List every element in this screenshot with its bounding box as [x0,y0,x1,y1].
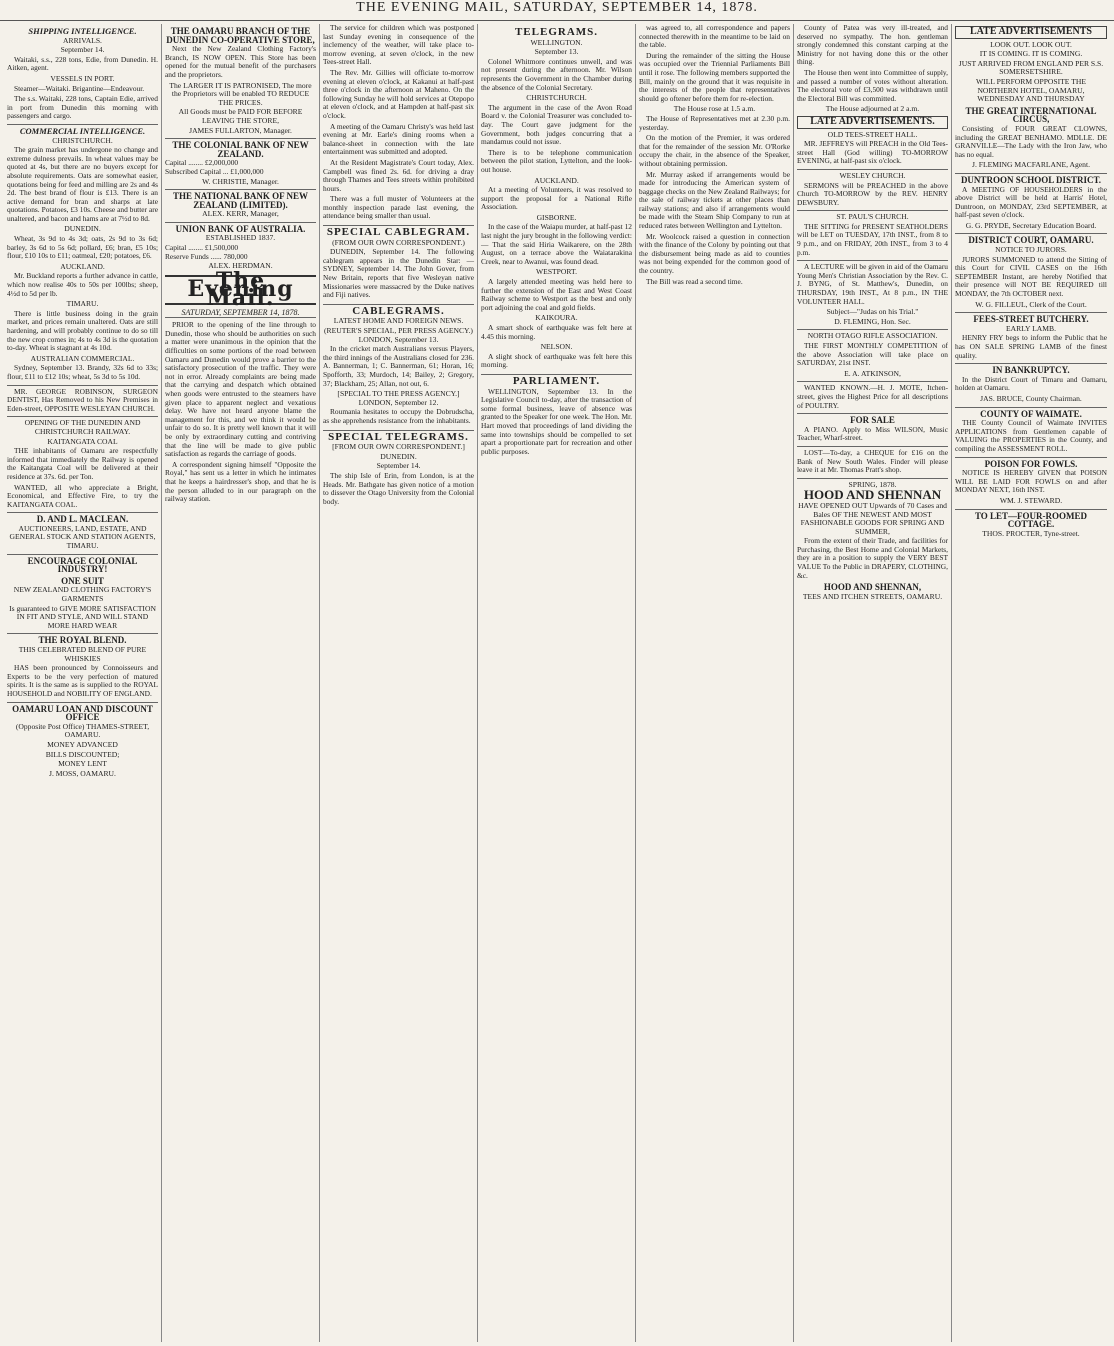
encourage-heading: ENCOURAGE COLONIAL INDUSTRY! [7,554,158,574]
st-paul-heading: ST. PAUL'S CHURCH. [797,210,948,222]
loan-office-sub: (Opposite Post Office) THAMES-STREET, OAMARU. [15,721,150,740]
shipping-heading: SHIPPING INTELLIGENCE. [28,26,137,36]
column-3 [320,24,478,1342]
auckland-text: Mr. Buckland reports a further advance in cattle, which now realise 40s to 50s per 100lbs; sheep, 4½d to 5d per lb. [7,271,158,298]
auckland-heading: AUCKLAND. [60,261,105,271]
gillies-notice: The Rev. Mr. Gillies will officiate to-morrow evening at eleven o'clock, at Kakanui at half-past three o'clock in the afternoon at Maheno. On the following Sunday he will hold services at Otepopo at eleven o'clock, and at Hampden at half-past six o'clock. [323,67,474,120]
waimate-heading: COUNTY OF WAIMATE. [955,407,1107,419]
coop-heading: THE OAMARU BRANCH OF THE DUNEDIN CO-OPERATIVE STORE, [166,26,315,45]
masthead: THE EVENING MAIL, SATURDAY, SEPTEMBER 14, 1878. [0,0,1114,21]
column-2 [162,24,320,1342]
atkinson-signature: E. A. ATKINSON, [844,368,901,378]
money-advanced: MONEY ADVANCED [47,739,118,749]
loan-office-heading: OAMARU LOAN AND DISCOUNT OFFICE [7,702,158,722]
hood-heading: HOOD AND SHENNAN [803,487,942,503]
arrivals-date: September 14. [60,45,105,55]
for-sale-heading: FOR SALE [797,413,948,425]
auckland-tel-text: At a meeting of Volunteers, it was resolved to support the proposal for a National Rifle Association. [481,185,632,212]
money-lent: MONEY LENT [58,759,107,769]
will-perform: WILL PERFORM OPPOSITE THE NORTHERN HOTEL, OAMARU, WEDNESDAY AND THURSDAY [976,76,1086,104]
coal-heading: KAITANGATA COAL [47,436,118,446]
special-telegrams-date: September 14. [376,461,421,471]
column-4 [478,24,636,1342]
christchurch-tel-heading: CHRISTCHURCH. [526,93,587,103]
bruce-signature: JAS. BRUCE, County Chairman. [980,393,1082,403]
poison-heading: POISON FOR FOWLS. [955,457,1107,469]
parliament-cont-6: Mr. Murray asked if arrangements would be made for introducing the American system of baggage checks on the New Zealand Railways; for the sale of railway tickets at other places than railway stations; and also if arrangements would be made with the Steam Ship Company to run at reduced rates between Wellington and Lyttelton. [639,169,790,231]
rifle-heading: NORTH OTAGO RIFLE ASSOCIATION. [797,329,948,341]
shipping-note: The s.s. Waitaki, 228 tons, Captain Edie, arrived in port from Dunedin this morning with passengers and cargo. [7,94,158,121]
timaru-text: There is little business doing in the grain market, and prices remain unaltered. Oats are still hardening, and will probably continue to do so till the new crop comes in; 4s to 4s 3d is the quotation to-day. Wheat is stagnant at 4s 10d. [7,308,158,353]
bankruptcy-heading: IN BANKRUPTCY. [955,363,1107,375]
paid-before-leaving: All Goods must be PAID FOR BEFORE LEAVING THE STORE, [178,107,303,125]
kaikoura-heading: KAIKOURA. [535,313,578,323]
duntroon-text: A MEETING OF HOUSEHOLDERS in the above District will be held at Harris' Hotel, Duntroon, on MONDAY, 23rd SEPTEMBER, at half-past seven o'clock. [955,184,1107,220]
fullarton-signature: JAMES FULLARTON, Manager. [189,125,292,135]
robinson-ad: MR. GEORGE ROBINSON, SURGEON DENTIST, Has Removed to his New Premises in Eden-street, OPPOSITE WESLEYAN CHURCH. [7,386,158,413]
special-telegrams-sub: [FROM OUR OWN CORRESPONDENT.] [332,442,465,452]
latest-sub: (REUTER'S SPECIAL, PER PRESS AGENCY.) LONDON, September 13. [324,326,473,344]
sermons-ad: SERMONS will be PREACHED in the above Church TO-MORROW by the REV. HENRY DEWSBURY. [797,180,948,207]
christie-signature: W. CHRISTIE, Manager. [202,176,279,186]
house-rose: The House rose at 1.5 a.m. [673,104,756,114]
jurors-text: JURORS SUMMONED to attend the Sitting of this Court for CIVIL CASES on the 16th SEPTEMBER Instant, are hereby Notified that their presence will NOT BE REQUIRED till MONDAY, the 7th OCTOBER next. [955,254,1107,299]
one-suit: ONE SUIT [61,575,104,586]
district-court-heading: DISTRICT COURT, OAMARU. [955,233,1107,245]
circus-text: Consisting of FOUR GREAT CLOWNS, including the GREAT BENHAMO. MDLLE. DE GRANVILLE—The Lady with the Iron Jaw, who has no equal. [955,123,1107,159]
westport-text: A largely attended meeting was held here to further the extension of the East and West Coast Railway scheme to Westport as the best and only port adjoining the coal and gold fields. [481,277,632,312]
steward-signature: WM. J. STEWARD. [999,495,1063,505]
parliament-cont-9: County of Patea was very ill-treated, and deserved no sympathy. The hon. gentleman strongly condemned this constant carping at the Ministry for not having done this or the other thing. [797,24,948,67]
westport-heading: WESTPORT. [536,267,577,277]
spring-heading: SPRING, 1878. [797,478,948,490]
procter-signature: THOS. PROCTER, Tyne-street. [982,528,1080,538]
correspondent-text: A correspondent signing himself "Opposite the Royal," has sent us a letter in which he intimates that he keeps a hairdresser's shop, and that he is the person alluded to in our paragraph on the railway station. [165,459,316,504]
vessels-heading: VESSELS IN PORT. [50,73,115,83]
christchurch-heading: CHRISTCHURCH. [52,135,113,145]
cablegrams-heading: CABLEGRAMS. [323,304,474,316]
special-cablegram-sub: (FROM OUR OWN CORRESPONDENT.) [332,237,465,247]
for-sale-text: A PIANO. Apply to Miss WILSON, Music Teacher, Wharf-street. [797,424,948,443]
parliament-cont-5: On the motion of the Premier, it was ordered that for the remainder of the session Mr. O'Rorke occupy the chair, in the absence of the Speaker, without obtaining permission. [639,133,790,168]
telegrams-heading: TELEGRAMS. [514,26,599,38]
volunteers-notice: There was a full muster of Volunteers at the monthly inspection parade last evening, the attendance being smaller than usual. [323,194,474,221]
parliament-cont-4: The House of Representatives met at 2.30 p.m. yesterday. [639,113,790,132]
special-telegrams-place: DUNEDIN. [380,451,417,461]
newspaper-title: The Evening Mail. [165,275,316,305]
nz-factory: NEW ZEALAND CLOTHING FACTORY'S GARMENTS [13,585,152,604]
fees-butchery-heading: FEES-STREET BUTCHERY. [955,312,1107,324]
union-established: ESTABLISHED 1837. [205,233,276,243]
celebrated-blend: THIS CELEBRATED BLEND OF PURE WHISKIES [18,645,147,663]
column-7 [952,24,1110,1342]
national-bank-heading: THE NATIONAL BANK OF NEW ZEALAND (LIMITED). [165,189,316,209]
jeffreys-ad: MR. JEFFREYS will PREACH in the Old Tees-street Hall (God willing) TO-MORROW EVENING, at half-past six o'clock. [797,139,948,166]
hood-signature: HOOD AND SHENNAN, [823,582,922,593]
wellington-heading: WELLINGTON. [530,37,583,47]
coal-ad: THE inhabitants of Oamaru are respectfully informed that immediately the Railway is opened the Kaitangata Coal will be delivered at their residence at 37s. 6d. per Ton. [7,446,158,481]
special-cablegram-heading: SPECIAL CABLEGRAM. [323,225,474,237]
nelson-heading: NELSON. [540,342,573,352]
special-cablegram-text: DUNEDIN, September 14. The following cablegram appears in the Dunedin Star: — SYDNEY, September 14. The John Gover, from New Britain, reports that five Wesleyan native Missionaries were massacred by the Duke natives and Fiji natives. [323,247,474,300]
australian-commercial-text: Sydney, September 13. Brandy, 32s 6d to 33s; flour, £11 to £12 10s; wheat, 5s 3d to 5s 10d. [7,363,158,381]
it-is-coming: IT IS COMING. IT IS COMING. [979,49,1083,59]
column-6 [794,24,952,1342]
colonial-bank-heading: THE COLONIAL BANK OF NEW ZEALAND. [165,138,316,158]
christchurch-tel-text-2: There is to be telephone communication between the pilot station, Lyttelton, and the look-out house. [481,147,632,174]
lost-ad: LOST—To-day, a CHEQUE for £16 on the Bank of New South Wales. Finder will please leave it at Mr. Thomas Pratt's shop. [797,447,948,475]
colonial-subscribed: Subscribed Capital ... £1,000,000 [165,166,264,176]
fry-ad: HENRY FRY begs to inform the Public that he has ON SALE SPRING LAMB of the finest quality. [955,333,1107,360]
parliament-cont-1: was agreed to, all correspondence and papers connected therewith in the meantime to be laid on the table. [639,24,790,50]
dunedin-text: Wheat, 3s 9d to 4s 3d; oats, 2s 9d to 3s 6d; barley, 3s 6d to 5s 6d; pollard, £6; bran, £5 10s; flour, £10 10s to £11; oatmeal, £20; potatoes, £6. [7,234,158,261]
timaru-heading: TIMARU. [66,299,99,309]
lecture-subject: Subject—"Judas on his Trial." [826,307,919,317]
st-paul-ad: THE SITTING for PRESENT SEATHOLDERS will be LET on TUESDAY, 17th INST., from 8 to 9 p.m., and on FRIDAY, 20th INST., from 3 to 4 p.m. [797,221,948,257]
hood-text: From the extent of their Trade, and facilities for Purchasing, the Best Home and Colonial Markets, they are in a position to supply the VERY BEST VALUE To the Public in DRAPERY, CLOTHING, &c. [797,536,948,580]
kaikoura-text: A smart shock of earthquake was felt here at 4.45 this morning. [481,323,632,341]
royal-blend-heading: THE ROYAL BLEND. [7,633,158,645]
look-out: LOOK OUT. LOOK OUT. [990,39,1072,49]
bills-discounted: BILLS DISCOUNTED; [45,749,120,759]
railway-ad: OPENING OF THE DUNEDIN AND CHRISTCHURCH RAILWAY. [7,416,158,436]
arrivals-text: Waitaki, s.s., 228 tons, Edie, from Dunedin. H. Aitken, agent. [7,54,158,73]
dunedin-heading: DUNEDIN. [64,224,101,234]
parliament-cont-2: During the remainder of the sitting the House was occupied over the Triennial Parliaments Bill until it rose. The following members supported the Bill, mainly on the ground that it was requisite in the interests of the people that representatives should go oftener before them for re-election. [639,50,790,103]
gisborne-heading: GISBORNE. [536,212,577,222]
notice-to-jurors: NOTICE TO JURORS. [995,245,1067,255]
circus-heading: THE GREAT INTERNATIONAL CIRCUS, [965,105,1097,125]
fleming-signature: D. FLEMING, Hon. Sec. [834,316,911,326]
vessels-text: Steamer—Waitaki. Brigantine—Endeavour. [14,83,145,93]
herdman-signature: ALEX. HERDMAN. [208,261,273,271]
filleul-signature: W. G. FILLEUL, Clerk of the Court. [975,299,1087,309]
parliament-cont-10: The House then went into Committee of supply, and passed a number of votes without alteration. The electoral vote of £3,500 was withdrawn until the Electoral Bill was committed. [797,67,948,103]
macfarlane-signature: J. FLEMING MACFARLANE, Agent. [972,160,1090,170]
union-capital: Capital ........ £1,500,000 [165,243,239,253]
editorial-dateline: SATURDAY, SEPTEMBER 14, 1878. [165,309,316,319]
late-advertisements-heading: LATE ADVERTISEMENTS. [797,116,948,129]
christchurch-tel-text: The argument in the case of the Avon Road Board v. the Colonial Treasurer was concluded to-day. The Court gave judgment for the Government, both judges concurring that a mandamus could not issue. [481,102,632,147]
larger-patronised: The LARGER IT IS PATRONISED, The more the Proprietors will be enabled TO REDUCE THE PRICES. [169,80,312,107]
house-adjourned: The House adjourned at 2 a.m. [825,104,920,114]
maclean-sub: AUCTIONEERS, LAND, ESTATE, AND GENERAL STOCK AND STATION AGENTS, TIMARU. [9,523,156,551]
press-agency-sub: [SPECIAL TO THE PRESS AGENCY.] LONDON, September 12. [337,389,460,407]
moss-signature: J. MOSS, OAMARU. [49,768,116,778]
christys-notice: A meeting of the Oamaru Christy's was held last evening at Mr. Earle's dining rooms when a balance-sheet in connection with the late entertainment was submitted and adopted. [323,121,474,157]
bankruptcy-text: In the District Court of Timaru and Oamaru, holden at Oamaru. [955,374,1107,393]
parliament-cont-8: The Bill was read a second time. [646,276,743,286]
coop-text: Next the New Zealand Clothing Factory's Branch, IS NOW OPEN. This Store has been opened for the mutual benefit of the purchasers and the proprietors. [165,44,316,79]
editorial-text: PRIOR to the opening of the line through to Dunedin, those who should be authorities on such a matter were unanimous in the opinion that the difficulties on some portions of the road between Oamaru and Dunedin would prove a barrier to the satisfactory prosecution of the traffic. They were not in error. Already complaints are being made that the carrying and despatch which obtained when goods were entrusted to the steamers have given place to apparent neglect and vexatious delay. We have not heard anyone blame the management for this, and we think it would be unfair to do so. It is pretty well known that it will be only by extraordinary cutting and contriving that the line will be made to give public satisfaction as regards the carriage of goods. [165,320,316,459]
wanted-coal-ad: WANTED, all who appreciate a Bright, Economical, and Effective Fire, to try the KAITANGATA COAL. [7,482,158,509]
gisborne-text: In the case of the Waiapu murder, at half-past 12 last night the jury brought in the following verdict: — That the said Hiria Waikarere, on the 28th August, on a terrace above the Waiatarakina Creek, near to Awanui, was found dead. [481,222,632,266]
nelson-text: A slight shock of earthquake was felt here this morning. [481,351,632,370]
late-adv-heading-2: LATE ADVERTISEMENTS [955,26,1107,39]
duntroon-heading: DUNTROON SCHOOL DISTRICT. [955,173,1107,185]
roumania-text: Roumania hesitates to occupy the Dobrudscha, as she apprehends resistance from the inhabitants. [323,407,474,425]
waimate-text: THE County Council of Waimate INVITES APPLICATIONS from Gentlemen capable of VALUING the PROPERTIES in the County, and compiling the ASSESSMENT ROLL. [955,418,1107,453]
parliament-heading: PARLIAMENT. [481,374,632,386]
old-hall-heading: OLD TEES-STREET HALL. [827,129,918,139]
maclean-heading: D. AND L. MACLEAN. [7,512,158,524]
rifle-text: THE FIRST MONTHLY COMPETITION of the above Association will take place on SATURDAY, 21st INST. [797,341,948,368]
hood-sub: HAVE OPENED OUT Upwards of 70 Cases and Bales OF THE NEWEST AND MOST FASHIONABLE GOODS FOR SPRING AND SUMMER, [798,500,947,536]
special-telegrams-text: The ship Isle of Erin, from London, is at the Heads. Mr. Bathgate has given notice of a motion to dissever the Otago University from the Colonial body. [323,470,474,506]
hood-address: TEES AND ITCHEN STREETS, OAMARU. [802,591,943,601]
whisky-text: HAS been pronounced by Connoisseurs and Experts to be the very perfection of matured spirits. It is the same as is supplied to the ROYAL HOUSEHOLD and NOBILITY OF ENGLAND. [7,663,158,698]
service-notice: The service for children which was postponed last Sunday evening in consequence of the inclemency of the weather, will take place to-morrow evening, at seven o'clock, in the new Tees-street Hall. [323,24,474,67]
australian-commercial-heading: AUSTRALIAN COMMERCIAL. [30,353,135,363]
union-bank-heading: UNION BANK OF AUSTRALIA. [165,222,316,234]
wellington-text: Colonel Whitmore continues unwell, and was not present during the afternoon. Mr. Wilson represents the Government in the Chamber during the absence of the Colonial Secretary. [481,56,632,92]
column-1 [4,24,162,1342]
auckland-tel-heading: AUCKLAND. [534,175,579,185]
parliament-cont-7: Mr. Woolcock raised a question in connection with the finance of the Colony by pointing out that the disbursement being made as aid to counties was not being expended for the common good of the country. [639,231,790,276]
lecture-ad: A LECTURE will be given in aid of the Oamaru Young Men's Christian Association by the Rev. C. J. BYNG, of St. Matthew's, Dunedin, on THURSDAY, 19th INST., At 8 p.m., IN THE VOLUNTEER HALL. [797,262,948,306]
colonial-capital: Capital ........ £2,000,000 [165,158,239,168]
union-reserve: Reserve Funds ...... 780,000 [165,251,248,261]
cricket-text: In the cricket match Australians versus Players, the third innings of the Australians closed for 236. A. Bannerman, 1; C. Bannerman, 61; Horan, 16; Spofforth, 33; Murdoch, 14; Bailey, 2; Gregory, 37; Blackham, 25; Allan, not out, 6. [323,344,474,388]
just-arrived: JUST ARRIVED FROM ENGLAND PER S.S. SOMERSETSHIRE. [958,58,1104,77]
christchurch-text: The grain market has undergone no change and extreme dulness prevails. In wheat values may be quoted at 4s, but there are no buyers except for absolute requirements. Oats are somewhat easier, quotations being for feed and milling are 2s and 4s 2d. The best brand of flour is £13. There is an active demand for bran and sharps at late quotations. Potatoes, £3 10s. Cheese and butter are unaltered, and bacon and hams are at 7½d to 8d. [7,145,158,223]
early-lamb: EARLY LAMB. [1005,323,1056,333]
kerr-signature: ALEX. KERR, Manager, [202,209,279,219]
wellington-date: September 13. [534,47,579,57]
wanted-known-ad: WANTED KNOWN.—H. J. MOTE, Itchen-street, gives the Highest Price for all descriptions of POULTRY. [797,383,948,410]
commercial-heading: COMMERCIAL INTELLIGENCE. [7,124,158,136]
to-let-heading: TO LET—FOUR-ROOMED COTTAGE. [955,509,1107,529]
pryde-signature: G. G. PRYDE, Secretary Education Board. [965,220,1097,230]
wesley-heading: WESLEY CHURCH. [797,169,948,181]
arrivals-heading: ARRIVALS. [63,35,102,45]
court-notice: At the Resident Magistrate's Court today, Alex. Campbell was fined 2s. 6d. for driving a dray through Thames and Tees streets within prohibited hours. [323,157,474,193]
latest-news: LATEST HOME AND FOREIGN NEWS. [333,316,464,326]
satisfaction: Is guaranteed to GIVE MORE SATISFACTION IN FIT AND STYLE, AND WILL STAND MORE HARD WEAR [9,603,156,630]
parliament-text: WELLINGTON, September 13. In the Legislative Council to-day, after the transaction of some formal business, leave of absence was granted to the Speaker for one week. The Hon. Mr. Hart moved that proceedings of land dividing the same into townships should be compelled to set apart a proportionate part for recreation and other public purposes. [481,386,632,456]
poison-text: NOTICE IS HEREBY GIVEN that POISON WILL BE LAID FOR FOWLS on and after MONDAY NEXT, 16th INST. [955,468,1107,495]
columns [4,24,1110,1342]
special-telegrams-heading: SPECIAL TELEGRAMS. [323,430,474,442]
column-5 [636,24,794,1342]
